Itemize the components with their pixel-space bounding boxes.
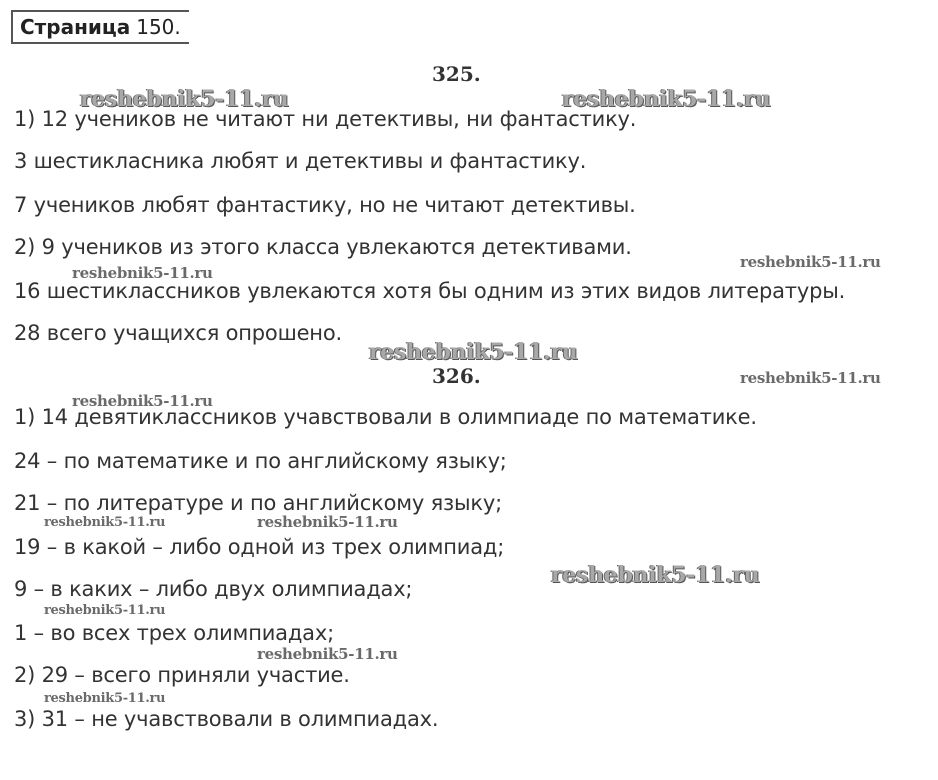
task-325-line-4: 2) 9 учеников из этого класса увлекаются детективами. <box>14 235 632 259</box>
task-325-line-6: 28 всего учащихся опрошено. <box>14 321 342 345</box>
task-326-line-6: 1 – во всех трех олимпиадах; <box>14 621 334 645</box>
watermark: reshebnik5-11.ru <box>72 264 213 282</box>
task-326-line-1: 1) 14 девятиклассников учавствовали в олимпиаде по математике. <box>14 405 757 429</box>
task-number-326: 326. <box>432 364 481 388</box>
task-326-line-7: 2) 29 – всего приняли участие. <box>14 663 350 687</box>
task-325-line-2: 3 шестикласника любят и детективы и фантастику. <box>14 149 587 173</box>
watermark: reshebnik5-11.ru <box>44 691 166 706</box>
task-325-line-5: 16 шестиклассников увлекаются хотя бы одним из этих видов литературы. <box>14 279 846 303</box>
watermark: reshebnik5-11.ru <box>740 253 881 271</box>
page-header <box>11 10 189 44</box>
task-326-line-4: 19 – в какой – либо одной из трех олимпиад; <box>14 535 505 559</box>
task-325-line-1: 1) 12 учеников не читают ни детективы, ни фантастику. <box>14 107 637 131</box>
task-number-325: 325. <box>432 62 481 86</box>
watermark: reshebnik5-11.ru <box>740 369 881 387</box>
watermark: reshebnik5-11.ru <box>44 515 166 530</box>
page-header-label: Страница <box>20 15 131 39</box>
task-326-line-2: 24 – по математике и по английскому языку; <box>14 449 507 473</box>
watermark: reshebnik5-11.ru <box>80 86 289 112</box>
task-326-line-3: 21 – по литературе и по английскому языку; <box>14 491 502 515</box>
watermark: reshebnik5-11.ru <box>562 86 771 112</box>
watermark: reshebnik5-11.ru <box>72 392 213 410</box>
task-326-line-5: 9 – в каких – либо двух олимпиадах; <box>14 577 413 601</box>
watermark: reshebnik5-11.ru <box>551 562 760 588</box>
watermark: reshebnik5-11.ru <box>369 339 578 365</box>
page-number: 150. <box>136 15 181 39</box>
task-326-line-8: 3) 31 – не учавствовали в олимпиадах. <box>14 707 439 731</box>
watermark: reshebnik5-11.ru <box>257 513 398 531</box>
watermark: reshebnik5-11.ru <box>257 645 398 663</box>
watermark: reshebnik5-11.ru <box>44 603 166 618</box>
task-325-line-3: 7 учеников любят фантастику, но не читают детективы. <box>14 193 636 217</box>
